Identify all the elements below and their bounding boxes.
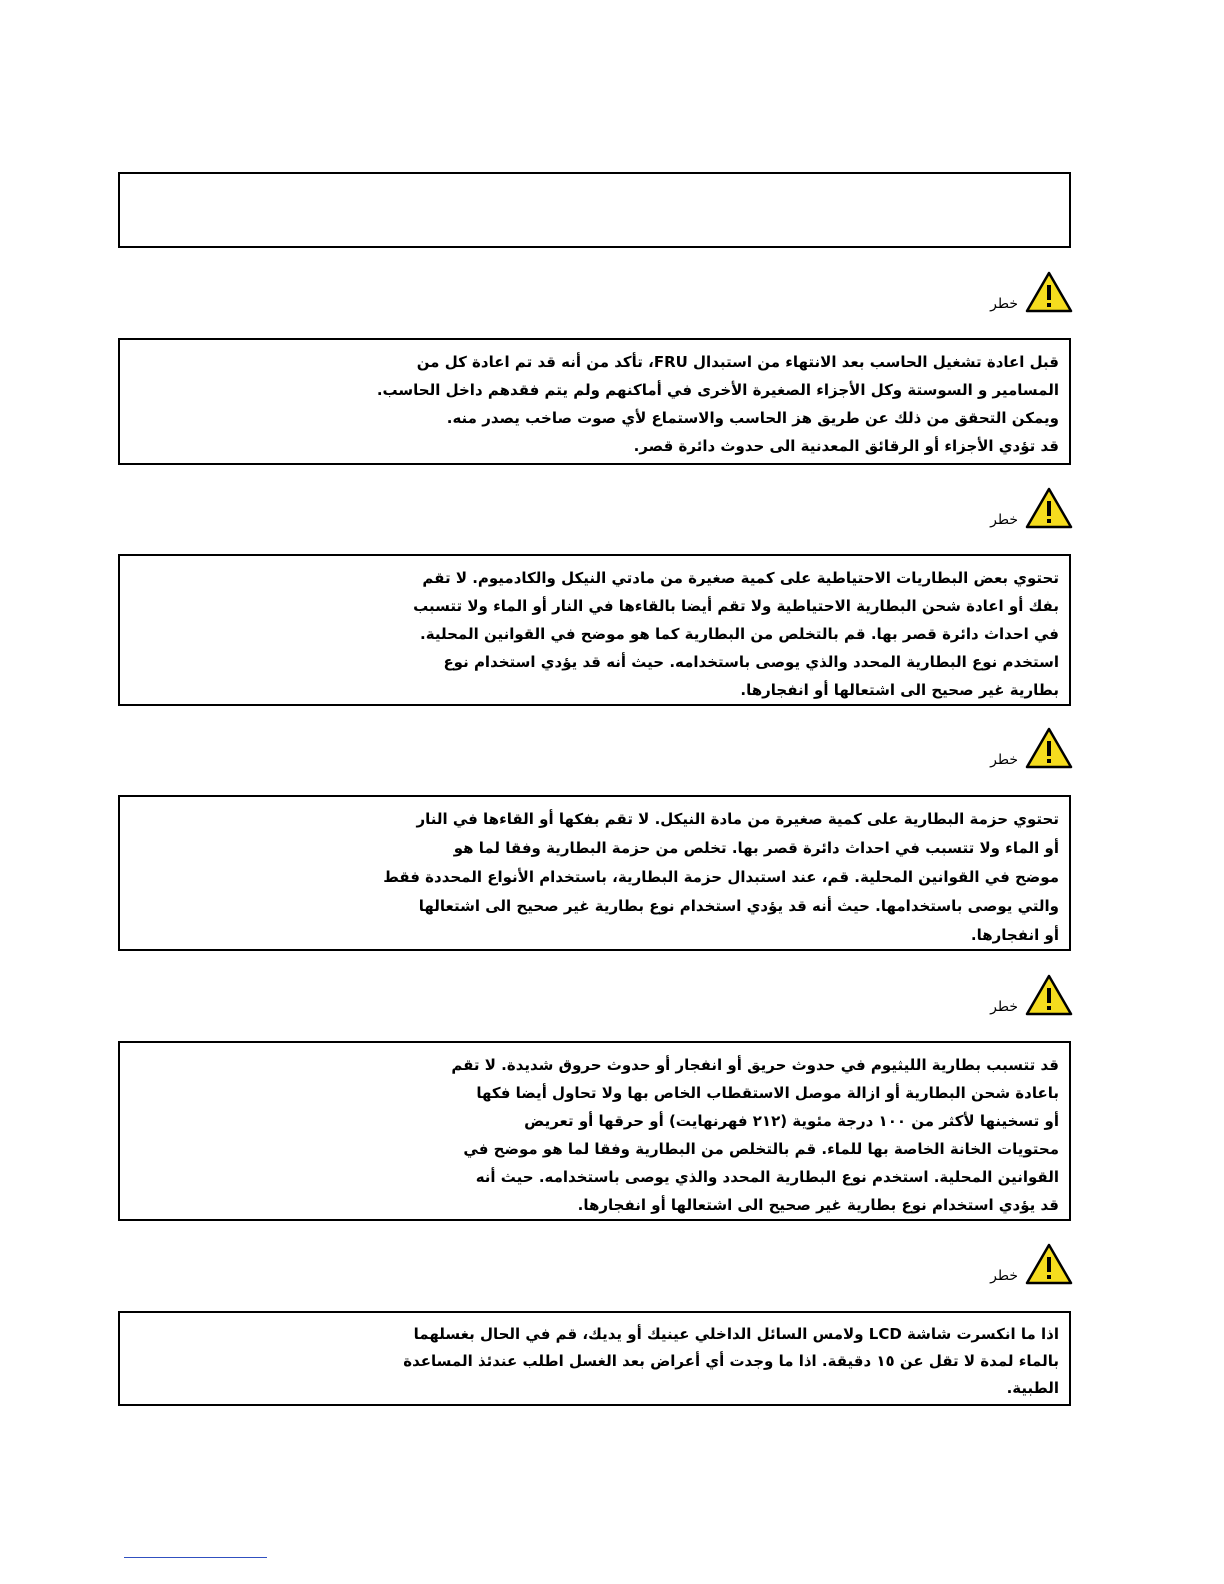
warning-triangle-icon xyxy=(1024,270,1074,314)
warning-triangle-icon xyxy=(1024,973,1074,1017)
danger-text-line: بفك أو اعادة شحن البطارية الاحتياطية ولا تقم أيضا بالقاءها في النار أو الماء ولا تتسبب xyxy=(413,597,1059,615)
danger-text-line: قد يؤدي استخدام نوع بطارية غير صحيح الى اشتعالها أو انفجارها. xyxy=(577,1196,1059,1214)
danger-text-line: الطبية. xyxy=(1006,1379,1059,1397)
danger-text-line: أو الماء ولا تتسبب في احداث دائرة قصر بها. تخلص من حزمة البطارية وفقا لما هو xyxy=(453,839,1059,857)
danger-label: خطر xyxy=(990,296,1018,312)
danger-box-5 xyxy=(118,1311,1071,1406)
danger-text-line: أو تسخينها لأكثر من ١٠٠ درجة مئوية (٢١٢ فهرنهايت) أو حرقها أو تعريض xyxy=(524,1112,1059,1130)
danger-heading-1 xyxy=(990,268,1074,314)
danger-label: خطر xyxy=(990,752,1018,768)
danger-text-line: استخدم نوع البطارية المحدد والذي يوصى باستخدامه. حيث أنه قد يؤدي استخدام نوع xyxy=(443,653,1059,671)
danger-text-line: والتي يوصى باستخدامها. حيث أنه قد يؤدي استخدام نوع بطارية غير صحيح الى اشتعالها xyxy=(418,897,1059,915)
danger-heading-2 xyxy=(990,484,1074,530)
danger-text-line: في احداث دائرة قصر بها. قم بالتخلص من البطارية كما هو موضح في القوانين المحلية. xyxy=(420,625,1059,643)
danger-box-4 xyxy=(118,1041,1071,1221)
danger-text-line: تحتوي بعض البطاريات الاحتياطية على كمية صغيرة من مادتي النيكل والكادميوم. لا تقم xyxy=(422,569,1059,587)
danger-text-line: أو انفجارها. xyxy=(970,926,1059,944)
danger-label: خطر xyxy=(990,1268,1018,1284)
danger-heading-3 xyxy=(990,724,1074,770)
danger-box-1 xyxy=(118,338,1071,465)
danger-text-line: قبل اعادة تشغيل الحاسب بعد الانتهاء من استبدال FRU، تأكد من أنه قد تم اعادة كل من xyxy=(416,353,1059,371)
danger-text-line: اذا ما انكسرت شاشة LCD ولامس السائل الداخلي عينيك أو يديك، قم في الحال بغسلهما xyxy=(413,1325,1059,1343)
danger-label: خطر xyxy=(990,512,1018,528)
footer-rule xyxy=(124,1557,267,1558)
danger-text-line: ويمكن التحقق من ذلك عن طريق هز الحاسب والاستماع لأي صوت صاخب يصدر منه. xyxy=(446,409,1059,427)
danger-text-line: بطارية غير صحيح الى اشتعالها أو انفجارها. xyxy=(740,681,1059,699)
warning-triangle-icon xyxy=(1024,1242,1074,1286)
danger-text-line: قد تتسبب بطارية الليثيوم في حدوث حريق أو انفجار أو حدوث حروق شديدة. لا تقم xyxy=(451,1056,1059,1074)
danger-box-3 xyxy=(118,795,1071,951)
warning-triangle-icon xyxy=(1024,486,1074,530)
danger-heading-4 xyxy=(990,971,1074,1017)
danger-heading-5 xyxy=(990,1240,1074,1286)
danger-text-line: محتويات الخانة الخاصة بها للماء. قم بالتخلص من البطارية وفقا لما هو موضح في xyxy=(463,1140,1059,1158)
danger-box-2 xyxy=(118,554,1071,706)
danger-text-line: تحتوي حزمة البطارية على كمية صغيرة من مادة النيكل. لا تقم بفكها أو القاءها في النار xyxy=(416,810,1059,828)
warning-triangle-icon xyxy=(1024,726,1074,770)
danger-label: خطر xyxy=(990,999,1018,1015)
danger-text-line: المسامير و السوستة وكل الأجزاء الصغيرة الأخرى في أماكنهم ولم يتم فقدهم داخل الحاسب. xyxy=(376,381,1059,399)
danger-text-line: القوانين المحلية. استخدم نوع البطارية المحدد والذي يوصى باستخدامه. حيث أنه xyxy=(475,1168,1059,1186)
danger-text-line: باعادة شحن البطارية أو ازالة موصل الاستقطاب الخاص بها ولا تحاول أيضا فكها xyxy=(476,1084,1059,1102)
danger-text-line: بالماء لمدة لا تقل عن ١٥ دقيقة. اذا ما وجدت أي أعراض بعد الغسل اطلب عندئذ المساعدة xyxy=(403,1352,1059,1370)
notice-box-1 xyxy=(118,172,1071,248)
danger-text-line: موضح في القوانين المحلية. قم، عند استبدال حزمة البطارية، باستخدام الأنواع المحددة فقط xyxy=(383,868,1059,886)
danger-text-line: قد تؤدي الأجزاء أو الرقائق المعدنية الى حدوث دائرة قصر. xyxy=(633,437,1059,455)
